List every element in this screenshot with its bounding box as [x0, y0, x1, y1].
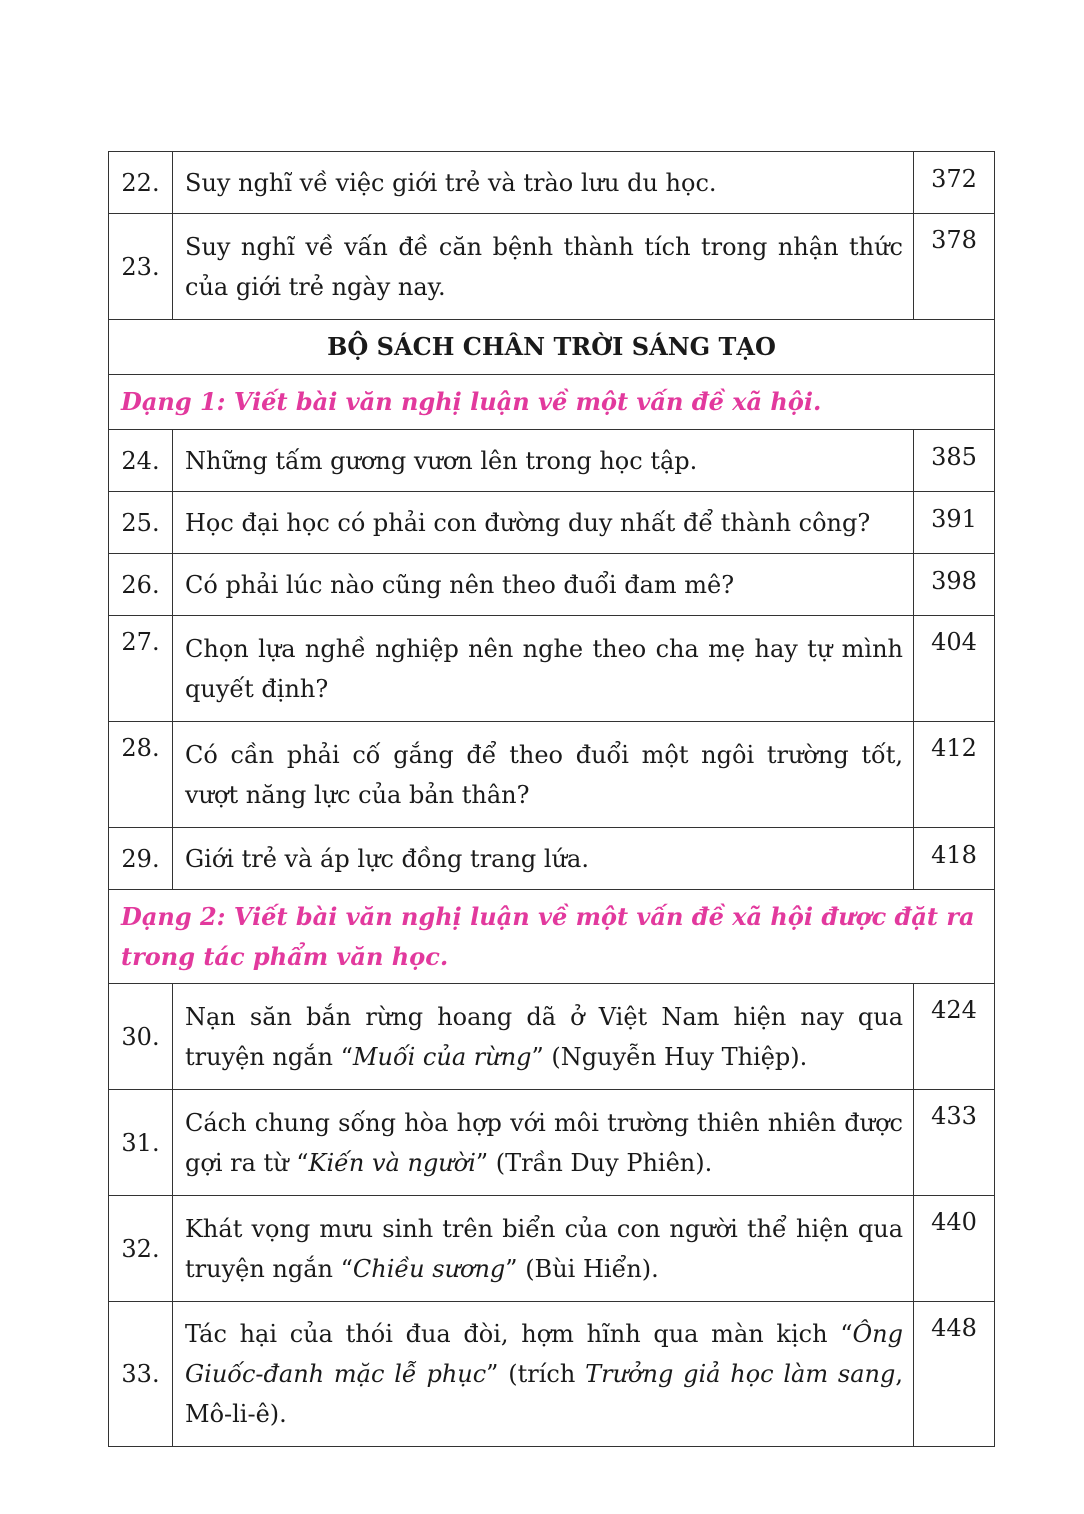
table-row: [109, 828, 995, 890]
item-page: 433: [914, 1090, 995, 1196]
item-page: 424: [914, 984, 995, 1090]
work-title: Trưởng giả học làm sang: [585, 1360, 896, 1388]
table-row: [109, 152, 995, 214]
item-number: 31.: [109, 1090, 173, 1196]
item-number: 32.: [109, 1196, 173, 1302]
title-text: Tác hại của thói đua đòi, hợm hĩnh qua màn kịch “: [185, 1320, 853, 1348]
item-page: 448: [914, 1302, 995, 1447]
item-page: 412: [914, 722, 995, 828]
item-page: 404: [914, 616, 995, 722]
item-title: Suy nghĩ về việc giới trẻ và trào lưu du học.: [173, 152, 914, 214]
table-row: [109, 214, 995, 320]
item-title: Những tấm gương vươn lên trong học tập.: [173, 430, 914, 492]
item-page: 385: [914, 430, 995, 492]
title-text: , Mô-li-ê).: [185, 1360, 903, 1428]
item-number: 28.: [109, 722, 173, 828]
item-page: 418: [914, 828, 995, 890]
item-page: 398: [914, 554, 995, 616]
table-row: [109, 492, 995, 554]
title-text: ” (Bùi Hiển).: [505, 1254, 659, 1283]
item-number: 24.: [109, 430, 173, 492]
category-row: [109, 890, 995, 984]
table-of-contents: [108, 151, 995, 1447]
item-title: [173, 984, 914, 1090]
item-number: 27.: [109, 616, 173, 722]
title-text: Cách chung sống hòa hợp với môi trường thiên nhiên được gợi ra từ “: [185, 1108, 903, 1177]
item-title: [173, 1302, 914, 1447]
section-header-row: [109, 320, 995, 375]
title-text: Nạn săn bắn rừng hoang dã ở Việt Nam hiện nay qua truyện ngắn “: [185, 1002, 903, 1071]
item-number: 22.: [109, 152, 173, 214]
item-page: 391: [914, 492, 995, 554]
item-title: Chọn lựa nghề nghiệp nên nghe theo cha mẹ hay tự mình quyết định?: [173, 616, 914, 722]
table-row: [109, 1302, 995, 1447]
item-title: Học đại học có phải con đường duy nhất để thành công?: [173, 492, 914, 554]
category-row: [109, 375, 995, 430]
item-number: 33.: [109, 1302, 173, 1447]
section-header: BỘ SÁCH CHÂN TRỜI SÁNG TẠO: [109, 320, 995, 375]
table-row: [109, 616, 995, 722]
item-title: Có cần phải cố gắng để theo đuổi một ngôi trường tốt, vượt năng lực của bản thân?: [173, 722, 914, 828]
title-text: Khát vọng mưu sinh trên biển của con người thể hiện qua truyện ngắn “: [185, 1214, 903, 1283]
work-title: Chiều sương: [352, 1254, 506, 1283]
item-title: Có phải lúc nào cũng nên theo đuổi đam mê?: [173, 554, 914, 616]
table-row: [109, 1196, 995, 1302]
item-title: Giới trẻ và áp lực đồng trang lứa.: [173, 828, 914, 890]
category-heading-2: Dạng 2: Viết bài văn nghị luận về một vấn đề xã hội được đặt ra trong tác phẩm văn học.: [109, 890, 995, 984]
title-text: ” (trích: [486, 1360, 586, 1388]
item-number: 30.: [109, 984, 173, 1090]
work-title: Muối của rừng: [352, 1042, 532, 1071]
item-title: [173, 1090, 914, 1196]
item-title: Suy nghĩ về vấn đề căn bệnh thành tích trong nhận thức của giới trẻ ngày nay.: [173, 214, 914, 320]
category-heading-1: Dạng 1: Viết bài văn nghị luận về một vấn đề xã hội.: [109, 375, 995, 430]
item-title: [173, 1196, 914, 1302]
item-page: 372: [914, 152, 995, 214]
item-page: 440: [914, 1196, 995, 1302]
table-row: [109, 430, 995, 492]
work-title: Ông Giuốc-đanh mặc lễ phục: [185, 1320, 903, 1388]
item-number: 25.: [109, 492, 173, 554]
table-row: [109, 554, 995, 616]
table-row: [109, 984, 995, 1090]
item-number: 29.: [109, 828, 173, 890]
table-row: [109, 722, 995, 828]
item-page: 378: [914, 214, 995, 320]
title-text: ” (Trần Duy Phiên).: [475, 1148, 713, 1177]
title-text: ” (Nguyễn Huy Thiệp).: [531, 1042, 808, 1071]
table-row: [109, 1090, 995, 1196]
work-title: Kiến và người: [308, 1148, 476, 1177]
item-number: 26.: [109, 554, 173, 616]
item-number: 23.: [109, 214, 173, 320]
